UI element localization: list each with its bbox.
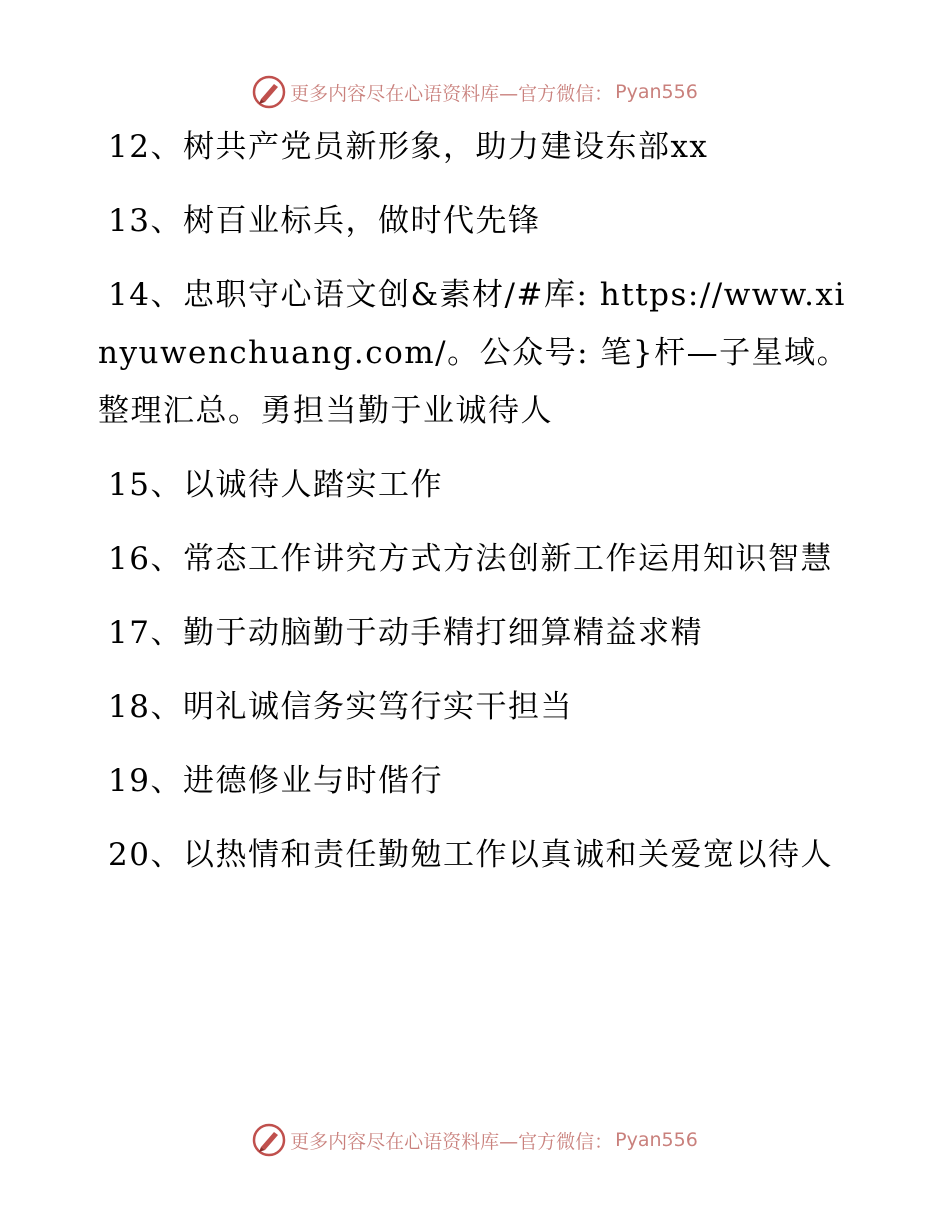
paragraph-18: 18、明礼诚信务实笃行实干担当: [108, 689, 573, 725]
paragraph-16: 16、常态工作讲究方式方法创新工作运用知识智慧: [108, 541, 833, 577]
watermark-text: 更多内容尽在心语资料库—官方微信：: [290, 1130, 614, 1153]
header-watermark: [0, 70, 950, 114]
paragraph-12: 12、树共产党员新形象，助力建设东部xx: [108, 129, 709, 165]
paragraph-13: 13、树百业标兵，做时代先锋: [108, 203, 541, 239]
pen-logo-icon: [252, 75, 286, 109]
document-body: [98, 118, 858, 900]
paragraph-15: 15、以诚待人踏实工作: [108, 467, 443, 503]
paragraph-19: 19、进德修业与时偕行: [108, 763, 443, 799]
paragraph-17: 17、勤于动脑勤于动手精打细算精益求精: [108, 615, 703, 651]
footer-watermark: [0, 1118, 950, 1162]
paragraph-20: 20、以热情和责任勤勉工作以真诚和关爱宽以待人: [108, 837, 833, 873]
watermark-handle: Pyan556: [615, 81, 698, 103]
paragraph-14: 14、忠职守心语文创&素材/#库: https://www.xinyuwenchuang.com/。公众号: 笔}杆—子星域。整理汇总。勇担当勤于业诚待人: [98, 277, 850, 429]
pen-logo-icon: [252, 1123, 286, 1157]
watermark-text: 更多内容尽在心语资料库—官方微信：: [290, 82, 614, 105]
watermark-handle: Pyan556: [615, 1129, 698, 1151]
